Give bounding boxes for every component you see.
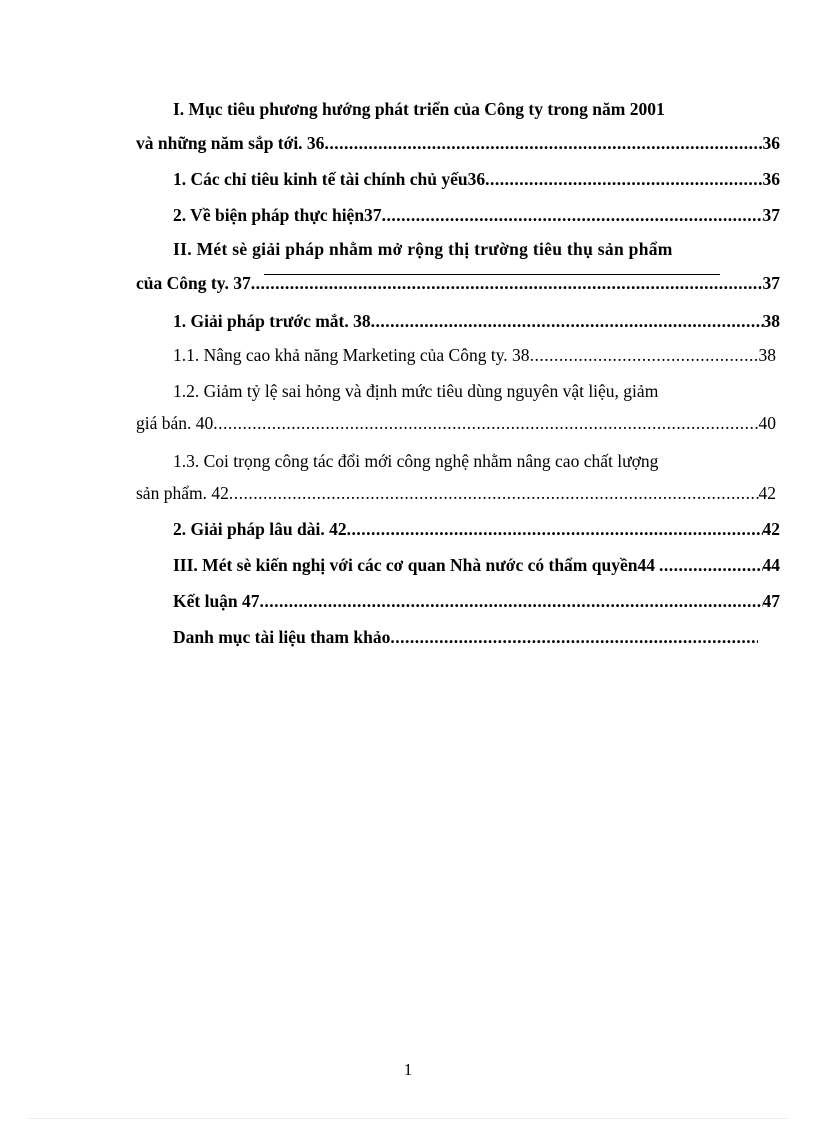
toc-entry-2-text: 1. Các chỉ tiêu kinh tế tài chính chủ yếu36 xyxy=(173,169,486,189)
leader-dots xyxy=(485,168,762,190)
page-number: 1 xyxy=(403,1060,413,1079)
toc-entry-7-cont-text: giá bán. 40 xyxy=(136,413,214,433)
overline-rule xyxy=(264,274,720,275)
leader-dots xyxy=(371,310,763,332)
toc-entry-12 xyxy=(173,626,758,648)
leader-dots xyxy=(347,518,763,540)
leader-dots xyxy=(213,412,758,434)
toc-entry-7-page: 40 xyxy=(758,413,776,433)
toc-entry-8-text: 1.3. Coi trọng công tác đổi mới công nghệ nhằm nâng cao chất lượng xyxy=(173,451,659,471)
toc-entry-5-text: 1. Giải pháp trước mắt. 38 xyxy=(173,311,371,331)
leader-dots xyxy=(324,132,762,154)
toc-entry-8-title xyxy=(173,450,733,472)
toc-entry-2-page: 36 xyxy=(762,169,780,189)
toc-entry-4-text: II. Mét sè giải pháp nhằm mở rộng thị trường tiêu thụ sản phẩm xyxy=(173,239,673,259)
toc-entry-4-page: 37 xyxy=(762,273,780,293)
toc-entry-1-title xyxy=(173,98,753,120)
leader-dots xyxy=(251,272,763,294)
toc-entry-10-text: III. Mét sè kiến nghị với các cơ quan Nhà nước có thẩm quyền44 xyxy=(173,555,655,575)
leader-dots xyxy=(390,626,758,648)
toc-entry-2 xyxy=(173,168,780,190)
toc-entry-7-title xyxy=(173,380,733,402)
leader-dots xyxy=(530,344,759,366)
footer-rule xyxy=(28,1118,788,1119)
toc-entry-8-page: 42 xyxy=(758,483,776,503)
toc-entry-3 xyxy=(173,204,780,226)
toc-entry-11 xyxy=(173,590,780,612)
toc-entry-11-page: 47 xyxy=(762,591,780,611)
toc-entry-4-cont-text: của Công ty. 37 xyxy=(136,273,251,293)
toc-entry-6-text: 1.1. Nâng cao khả năng Marketing của Công ty. 38 xyxy=(173,345,530,365)
toc-entry-12-text: Danh mục tài liệu tham khảo xyxy=(173,627,391,647)
toc-entry-4-cont xyxy=(136,272,780,294)
toc-entry-7-cont xyxy=(136,412,776,434)
toc-entry-9 xyxy=(173,518,780,540)
toc-entry-11-text: Kết luận 47 xyxy=(173,591,260,611)
toc-entry-1-text: I. Mục tiêu phương hướng phát triển của Công ty trong năm 2001 xyxy=(173,99,665,119)
toc-entry-8-cont xyxy=(136,482,776,504)
toc-entry-9-text: 2. Giải pháp lâu dài. 42 xyxy=(173,519,347,539)
toc-entry-1-cont-text: và những năm sắp tới. 36 xyxy=(136,133,325,153)
toc-entry-1-page: 36 xyxy=(762,133,780,153)
toc-entry-5 xyxy=(173,310,780,332)
toc-entry-6 xyxy=(173,344,776,366)
toc-entry-6-page: 38 xyxy=(758,345,776,365)
toc-entry-8-cont-text: sản phẩm. 42 xyxy=(136,483,229,503)
toc-entry-1-cont xyxy=(136,132,780,154)
toc-entry-10-page: 44 xyxy=(762,555,780,575)
leader-dots xyxy=(260,590,763,612)
toc-entry-7-text: 1.2. Giảm tỷ lệ sai hỏng và định mức tiêu dùng nguyên vật liệu, giảm xyxy=(173,381,659,401)
leader-dots xyxy=(229,482,759,504)
toc-entry-3-page: 37 xyxy=(762,205,780,225)
toc-entry-3-text: 2. Về biện pháp thực hiện37 xyxy=(173,205,382,225)
leader-dots xyxy=(382,204,763,226)
toc-entry-10 xyxy=(173,554,780,576)
toc-entry-5-page: 38 xyxy=(762,311,780,331)
toc-entry-9-page: 42 xyxy=(762,519,780,539)
toc-entry-4-title xyxy=(173,238,733,260)
leader-dots xyxy=(659,554,763,576)
